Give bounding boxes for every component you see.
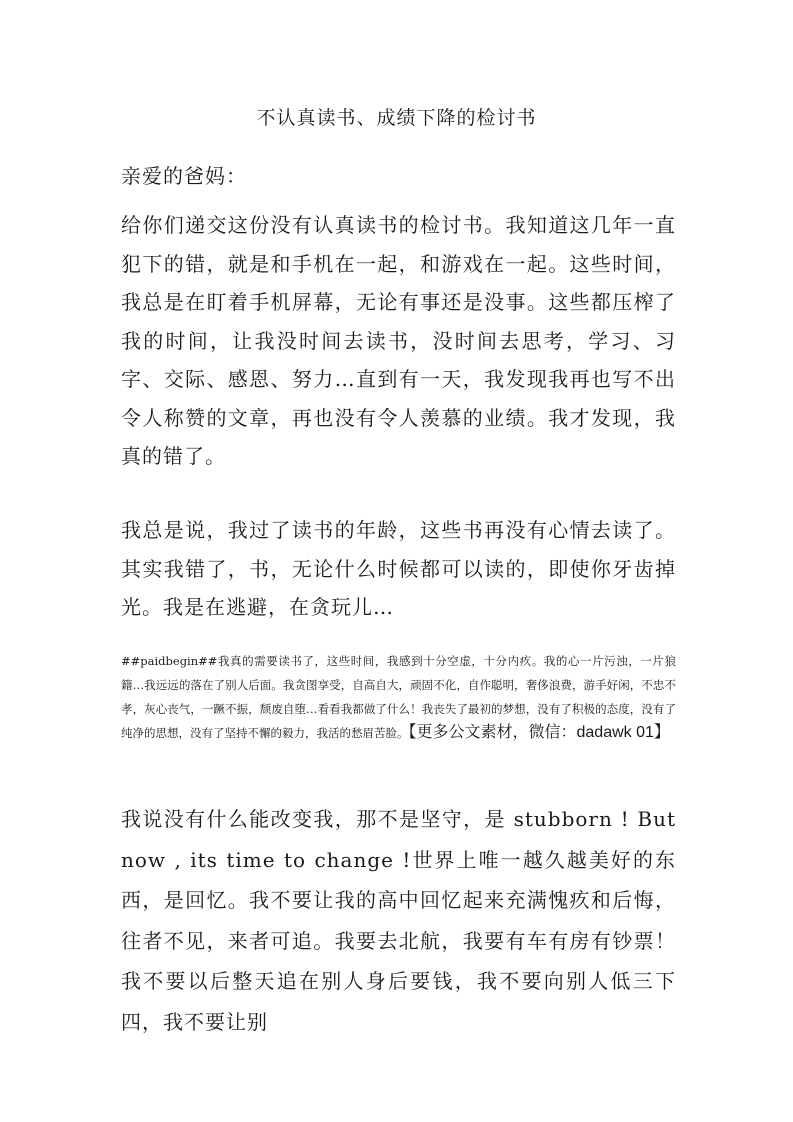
paragraph-3-text: ##paidbegin##我真的需要读书了，这些时间，我感到十分空虚，十分内疚。我的心一片污浊，一片狼籍…我远远的落在了别人后面。我贪图享受，自高自大，顽固不化，自作聪明，奢侈浪费，游手好闲，不忠不孝，灰心丧气，一蹶不振，颓废自堕…看看我都做了什么！我丧失了最初的梦想，没有了积极的态度，没有了纯净的思想，没有了坚持不懈的毅力，我活的愁眉苦脸。 — [121, 654, 676, 740]
paragraph-3 — [121, 649, 676, 745]
paragraph-1: 给你们递交这份没有认真读书的检讨书。我知道这几年一直犯下的错，就是和手机在一起，和游戏在一起。这些时间，我总是在盯着手机屏幕，无论有事还是没事。这些都压榨了我的时间，让我没时间去读书，没时间去思考，学习、习字、交际、感恩、努力…直到有一天，我发现我再也写不出令人称赞的文章，再也没有令人羡慕的业绩。我才发现，我真的错了。 — [121, 213, 676, 468]
document-title: 不认真读书、成绩下降的检讨书 — [256, 107, 537, 129]
paragraph-4: 我说没有什么能改变我，那不是坚守，是 stubborn ! But now , its time to change !世界上唯一越久越美好的东西，是回忆。我不要让我的高中回忆起来充满愧疚和后悔，往者不见，来者可追。我要去北航，我要有车有房有钞票！我不要以后整天追在别人身后要钱，我不要向别人低三下四，我不要让别 — [121, 807, 676, 1034]
salutation: 亲爱的爸妈： — [121, 164, 247, 188]
promo-text: 【更多公文素材，微信：dadawk 01】 — [408, 724, 670, 741]
paragraph-2: 我总是说，我过了读书的年龄，这些书再没有心情去读了。其实我错了，书，无论什么时候都可以读的，即使你牙齿掉光。我是在逃避，在贪玩儿… — [121, 518, 676, 619]
